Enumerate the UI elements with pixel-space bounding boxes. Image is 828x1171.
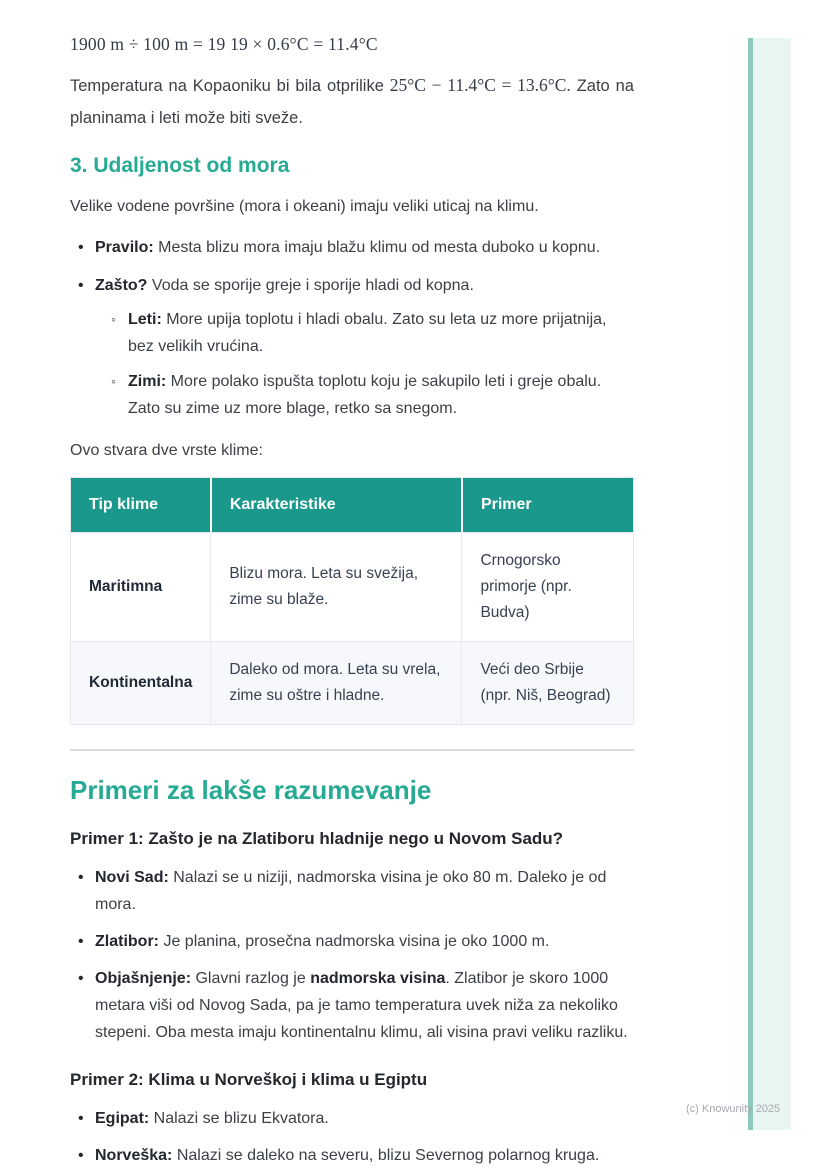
list-item-label: Objašnjenje: [95,970,192,987]
list-item-label: Zašto? [95,277,148,294]
inline-emphasis: nadmorska visina [310,970,446,987]
list-item-text: Nalazi se blizu Ekvatora. [149,1110,329,1127]
list-item-objasnjenje [95,965,634,1046]
example1-list [70,864,634,1046]
page-edge-accent-bar [748,38,791,1130]
example1-title: Primer 1: Zašto je na Zlatiboru hladnije nego u Novom Sadu? [70,829,564,848]
section-divider [70,749,634,751]
list-item-label: Novi Sad: [95,869,169,886]
table-intro-paragraph: Ovo stvara dve vrste klime: [70,442,263,459]
list-item-novi-sad [95,864,634,918]
list-item-text: Nalazi se u niziji, nadmorska visina je oko 80 m. Daleko je od mora. [95,869,607,913]
example2-list [70,1105,634,1169]
list-item-label: Leti: [128,311,162,328]
table-cell-characteristics: Blizu mora. Leta su svežija, zime su blaže. [211,533,462,642]
list-item-text: . Zlatibor je skoro 1000 metara viši od Novog Sada, pa je tamo temperatura uvek niža za nekoliko stepeni. Oba mesta imaju kontinentalnu klimu, ali visina pravi veliku razliku. [95,970,628,1041]
list-item-text: More polako ispušta toplotu koju je sakupilo leti i greje obalu. Zato su zime uz more blage, retko sa snegom. [128,373,602,417]
table-cell-characteristics: Daleko od mora. Leta su vrela, zime su oštre i hladne. [211,642,462,725]
temperature-text-after: Zato na planinama i leti može biti sveže. [70,77,634,127]
list-item-label: Zlatibor: [95,933,159,950]
list-item-pravilo [95,234,634,262]
examples-main-heading: Primeri za lakše razumevanje [70,775,432,805]
copyright-watermark: (c) Knowunity 2025 [686,1103,781,1115]
document-content [70,0,634,1169]
list-item-leti [128,306,634,360]
table-header-row [71,478,634,533]
temperature-math-expression: 25°C − 11.4°C = 13.6°C. [389,75,571,95]
list-item-text: Je planina, prosečna nadmorska visina je oko 1000 m. [159,933,550,950]
table-cell-type: Maritimna [71,533,211,642]
list-item-zasto [95,272,634,422]
section-heading-distance-from-sea: 3. Udaljenost od mora [70,154,290,177]
temperature-paragraph [70,69,634,134]
list-item-text: More upija toplotu i hladi obalu. Zato su leta uz more prijatnija, bez velikih vrućina. [128,311,607,355]
climate-types-table [70,477,634,725]
rules-list [70,234,634,422]
table-row-maritimna [71,533,634,642]
table-row-kontinentalna [71,642,634,725]
list-item-text: Nalazi se daleko na severu, blizu Severnog polarnog kruga. [172,1147,600,1164]
list-item-label: Norveška: [95,1147,173,1164]
list-item-text: Glavni razlog je [191,970,311,987]
altitude-formula-line: 1900 m ÷ 100 m = 19 19 × 0.6°C = 11.4°C [70,34,378,54]
list-item-label: Pravilo: [95,239,154,256]
table-header-tip-klime: Tip klime [71,478,211,533]
example2-title: Primer 2: Klima u Norveškoj i klima u Egiptu [70,1070,428,1089]
table-header-karakteristike: Karakteristike [211,478,462,533]
list-item-egipat [95,1105,634,1132]
list-item-text: Voda se sporije greje i sporije hladi od kopna. [147,277,474,294]
section-lead-paragraph: Velike vodene površine (mora i okeani) imaju veliki uticaj na klimu. [70,198,539,215]
table-cell-example: Veći deo Srbije (npr. Niš, Beograd) [462,642,634,725]
list-item-norveska [95,1142,634,1169]
table-cell-type: Kontinentalna [71,642,211,725]
table-header-primer: Primer [462,478,634,533]
list-item-zimi [128,368,634,422]
seasons-sublist [95,306,634,422]
list-item-text: Mesta blizu mora imaju blažu klimu od mesta duboko u kopnu. [153,239,601,256]
list-item-zlatibor [95,928,634,955]
list-item-label: Egipat: [95,1110,150,1127]
table-cell-example: Crnogorsko primorje (npr. Budva) [462,533,634,642]
temperature-text-before: Temperatura na Kopaoniku bi bila otprilike [70,77,390,95]
list-item-label: Zimi: [128,373,167,390]
